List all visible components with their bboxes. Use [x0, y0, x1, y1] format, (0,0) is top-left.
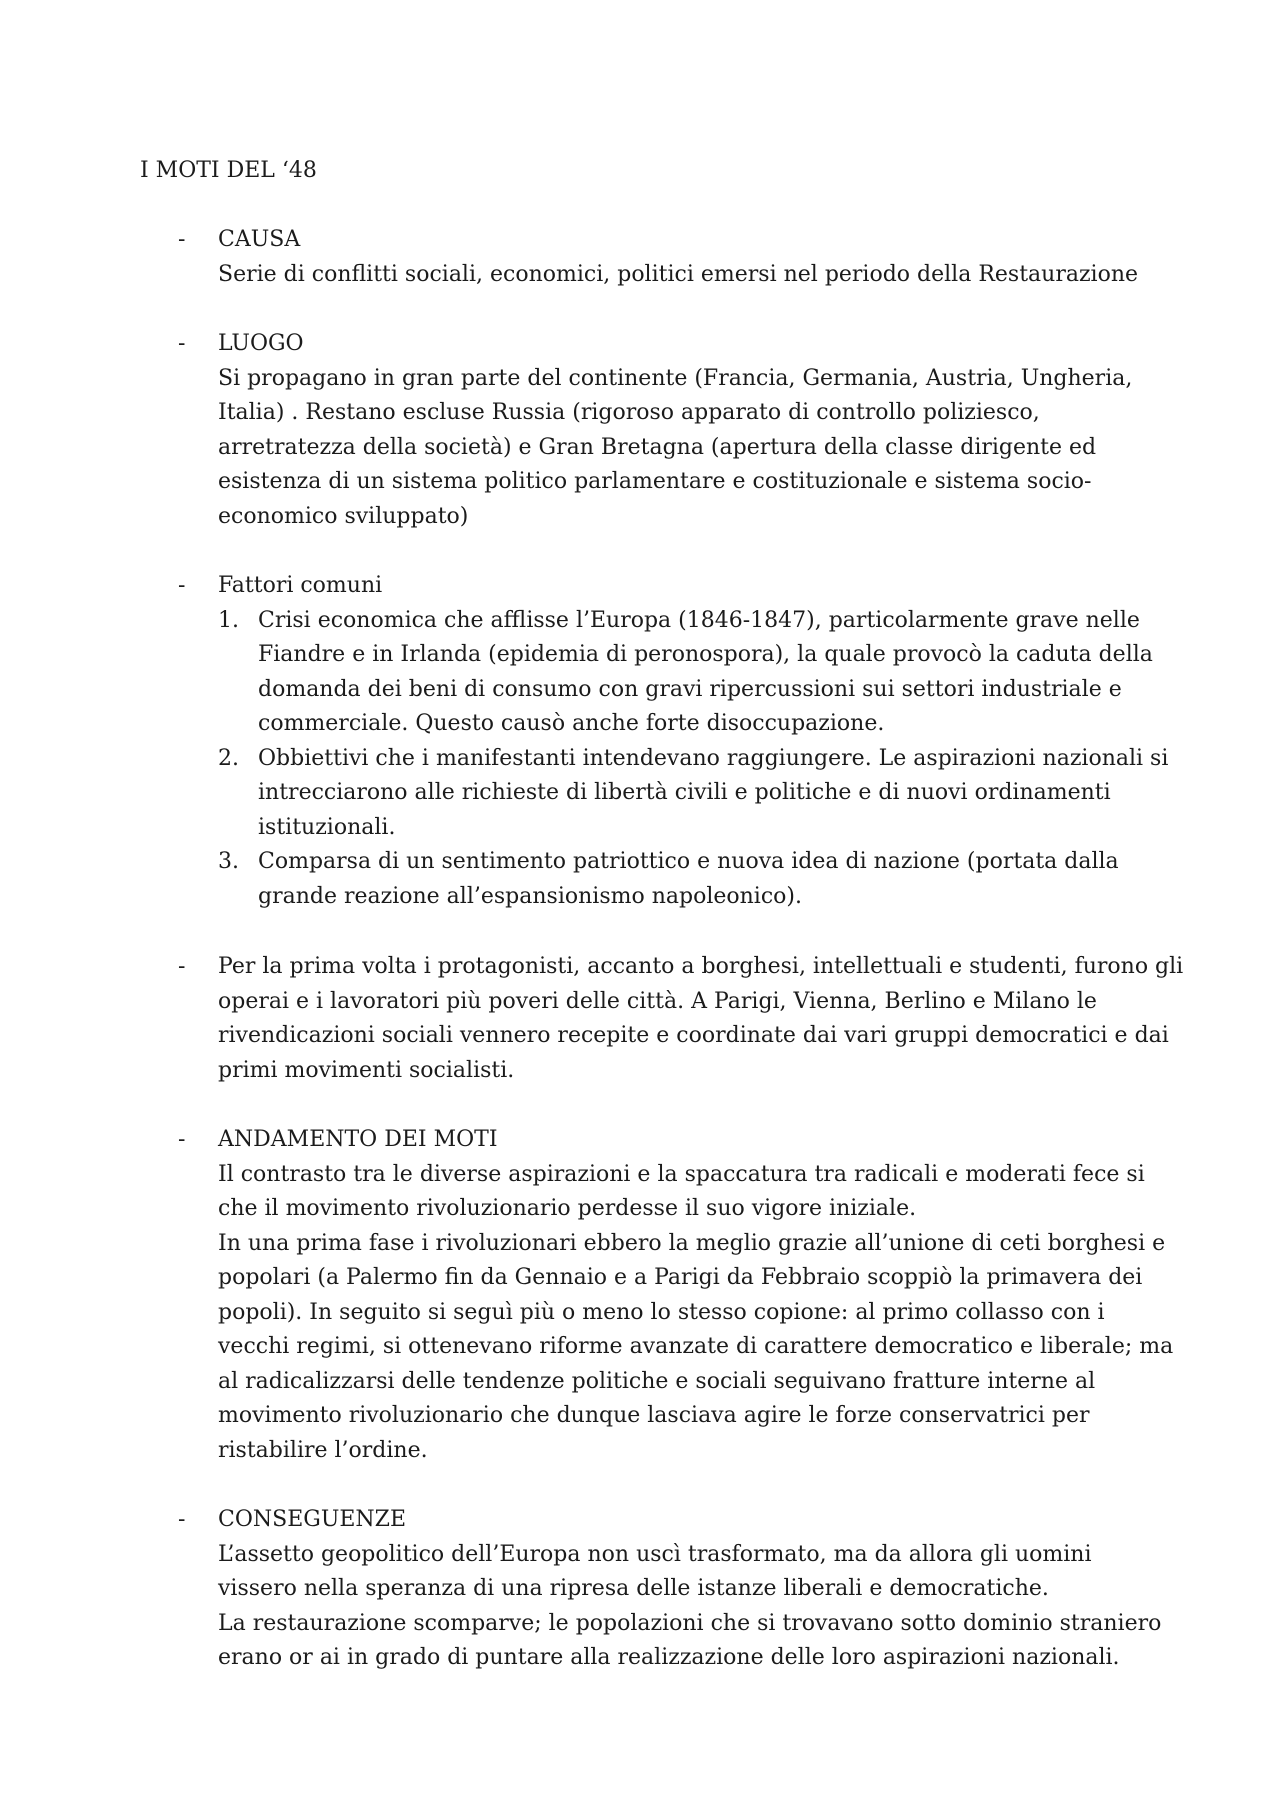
bullet-dash: -	[178, 227, 186, 252]
list-item	[218, 845, 1180, 914]
section-andamento-dei-moti	[140, 1123, 1180, 1468]
text-line: domanda dei beni di consumo con gravi ripercussioni sui settori industriale e	[258, 676, 1122, 702]
section-heading: CONSEGUENZE	[218, 1507, 407, 1532]
text-line: Il contrasto tra le diverse aspirazioni e la spaccatura tra radicali e moderati fece si	[218, 1161, 1145, 1187]
text-line: vecchi regimi, si ottenevano riforme avanzate di carattere democratico e liberale; ma	[218, 1334, 1174, 1359]
text-line: Serie di conflitti sociali, economici, politici emersi nel periodo della Restaurazione	[218, 261, 1139, 287]
text-line: intrecciarono alle richieste di libertà civili e politiche e di nuovi ordinamenti	[258, 780, 1111, 805]
text-line: La restaurazione scomparve; le popolazioni che si trovavano sotto dominio straniero	[218, 1610, 1162, 1636]
text-line: Comparsa di un sentimento patriottico e nuova idea di nazione (portata dalla	[258, 849, 1119, 874]
section-conseguenze	[140, 1503, 1180, 1676]
list-number: 2.	[218, 745, 239, 771]
bullet-dash: -	[178, 954, 186, 979]
section-luogo	[140, 327, 1180, 534]
text-line: grande reazione all’espansionismo napoleonico).	[258, 883, 802, 909]
section-heading: CAUSA	[218, 227, 301, 252]
text-line: Fiandre e in Irlanda (epidemia di peronospora), la quale provocò la caduta della	[258, 642, 1153, 667]
section-causa	[140, 223, 1180, 292]
text-line: popolari (a Palermo fin da Gennaio e a Parigi da Febbraio scoppiò la primavera dei	[218, 1265, 1143, 1290]
text-line: Si propagano in gran parte del continente (Francia, Germania, Austria, Ungheria,	[218, 365, 1133, 391]
section-heading: ANDAMENTO DEI MOTI	[218, 1127, 498, 1152]
section-heading: LUOGO	[218, 331, 304, 356]
text-line: commerciale. Questo causò anche forte disoccupazione.	[258, 711, 885, 736]
text-line: Obbiettivi che i manifestanti intendevano raggiungere. Le aspirazioni nazionali si	[258, 745, 1169, 771]
text-line: Crisi economica che afflisse l’Europa (1846-1847), particolarmente grave nelle	[258, 607, 1140, 633]
text-line: economico sviluppato)	[218, 503, 469, 529]
section-heading: Fattori comuni	[218, 573, 383, 598]
bullet-dash: -	[178, 1127, 186, 1152]
list-number: 3.	[218, 849, 239, 874]
section-protagonisti	[140, 950, 1184, 1088]
text-line: erano or ai in grado di puntare alla realizzazione delle loro aspirazioni nazionali.	[218, 1645, 1120, 1670]
text-line: rivendicazioni sociali vennero recepite e coordinate dai vari gruppi democratici e dai	[218, 1023, 1169, 1048]
bullet-dash: -	[178, 573, 186, 598]
numbered-list	[218, 604, 1180, 915]
page-title: I MOTI DEL ‘48	[140, 158, 317, 183]
bullet-dash: -	[178, 331, 186, 356]
text-line: al radicalizzarsi delle tendenze politiche e sociali seguivano fratture interne al	[218, 1368, 1096, 1394]
list-item	[218, 742, 1180, 846]
text-line: movimento rivoluzionario che dunque lasciava agire le forze conservatrici per	[218, 1403, 1090, 1428]
text-line: che il movimento rivoluzionario perdesse il suo vigore iniziale.	[218, 1196, 917, 1221]
text-line: L’assetto geopolitico dell’Europa non uscì trasformato, ma da allora gli uomini	[218, 1541, 1092, 1567]
text-line: arretratezza della società) e Gran Bretagna (apertura della classe dirigente ed	[218, 434, 1097, 460]
list-number: 1.	[218, 607, 239, 633]
text-line: operai e i lavoratori più poveri delle città. A Parigi, Vienna, Berlino e Milano le	[218, 988, 1097, 1014]
section-fattori-comuni	[140, 569, 1180, 914]
text-line: popoli). In seguito si seguì più o meno lo stesso copione: al primo collasso con i	[218, 1299, 1105, 1325]
text-line: Per la prima volta i protagonisti, accanto a borghesi, intellettuali e studenti, furono gli	[218, 954, 1184, 979]
list-item	[218, 604, 1180, 742]
bullet-dash: -	[178, 1507, 186, 1532]
text-line: Italia) . Restano escluse Russia (rigoroso apparato di controllo poliziesco,	[218, 400, 1040, 425]
text-line: istituzionali.	[258, 814, 396, 840]
text-line: In una prima fase i rivoluzionari ebbero la meglio grazie all’unione di ceti borghesi e	[218, 1230, 1166, 1256]
text-line: vissero nella speranza di una ripresa delle istanze liberali e democratiche.	[218, 1576, 1049, 1601]
text-line: primi movimenti socialisti.	[218, 1057, 515, 1083]
text-line: ristabilire l’ordine.	[218, 1437, 428, 1463]
text-line: esistenza di un sistema politico parlamentare e costituzionale e sistema socio-	[218, 469, 1092, 494]
